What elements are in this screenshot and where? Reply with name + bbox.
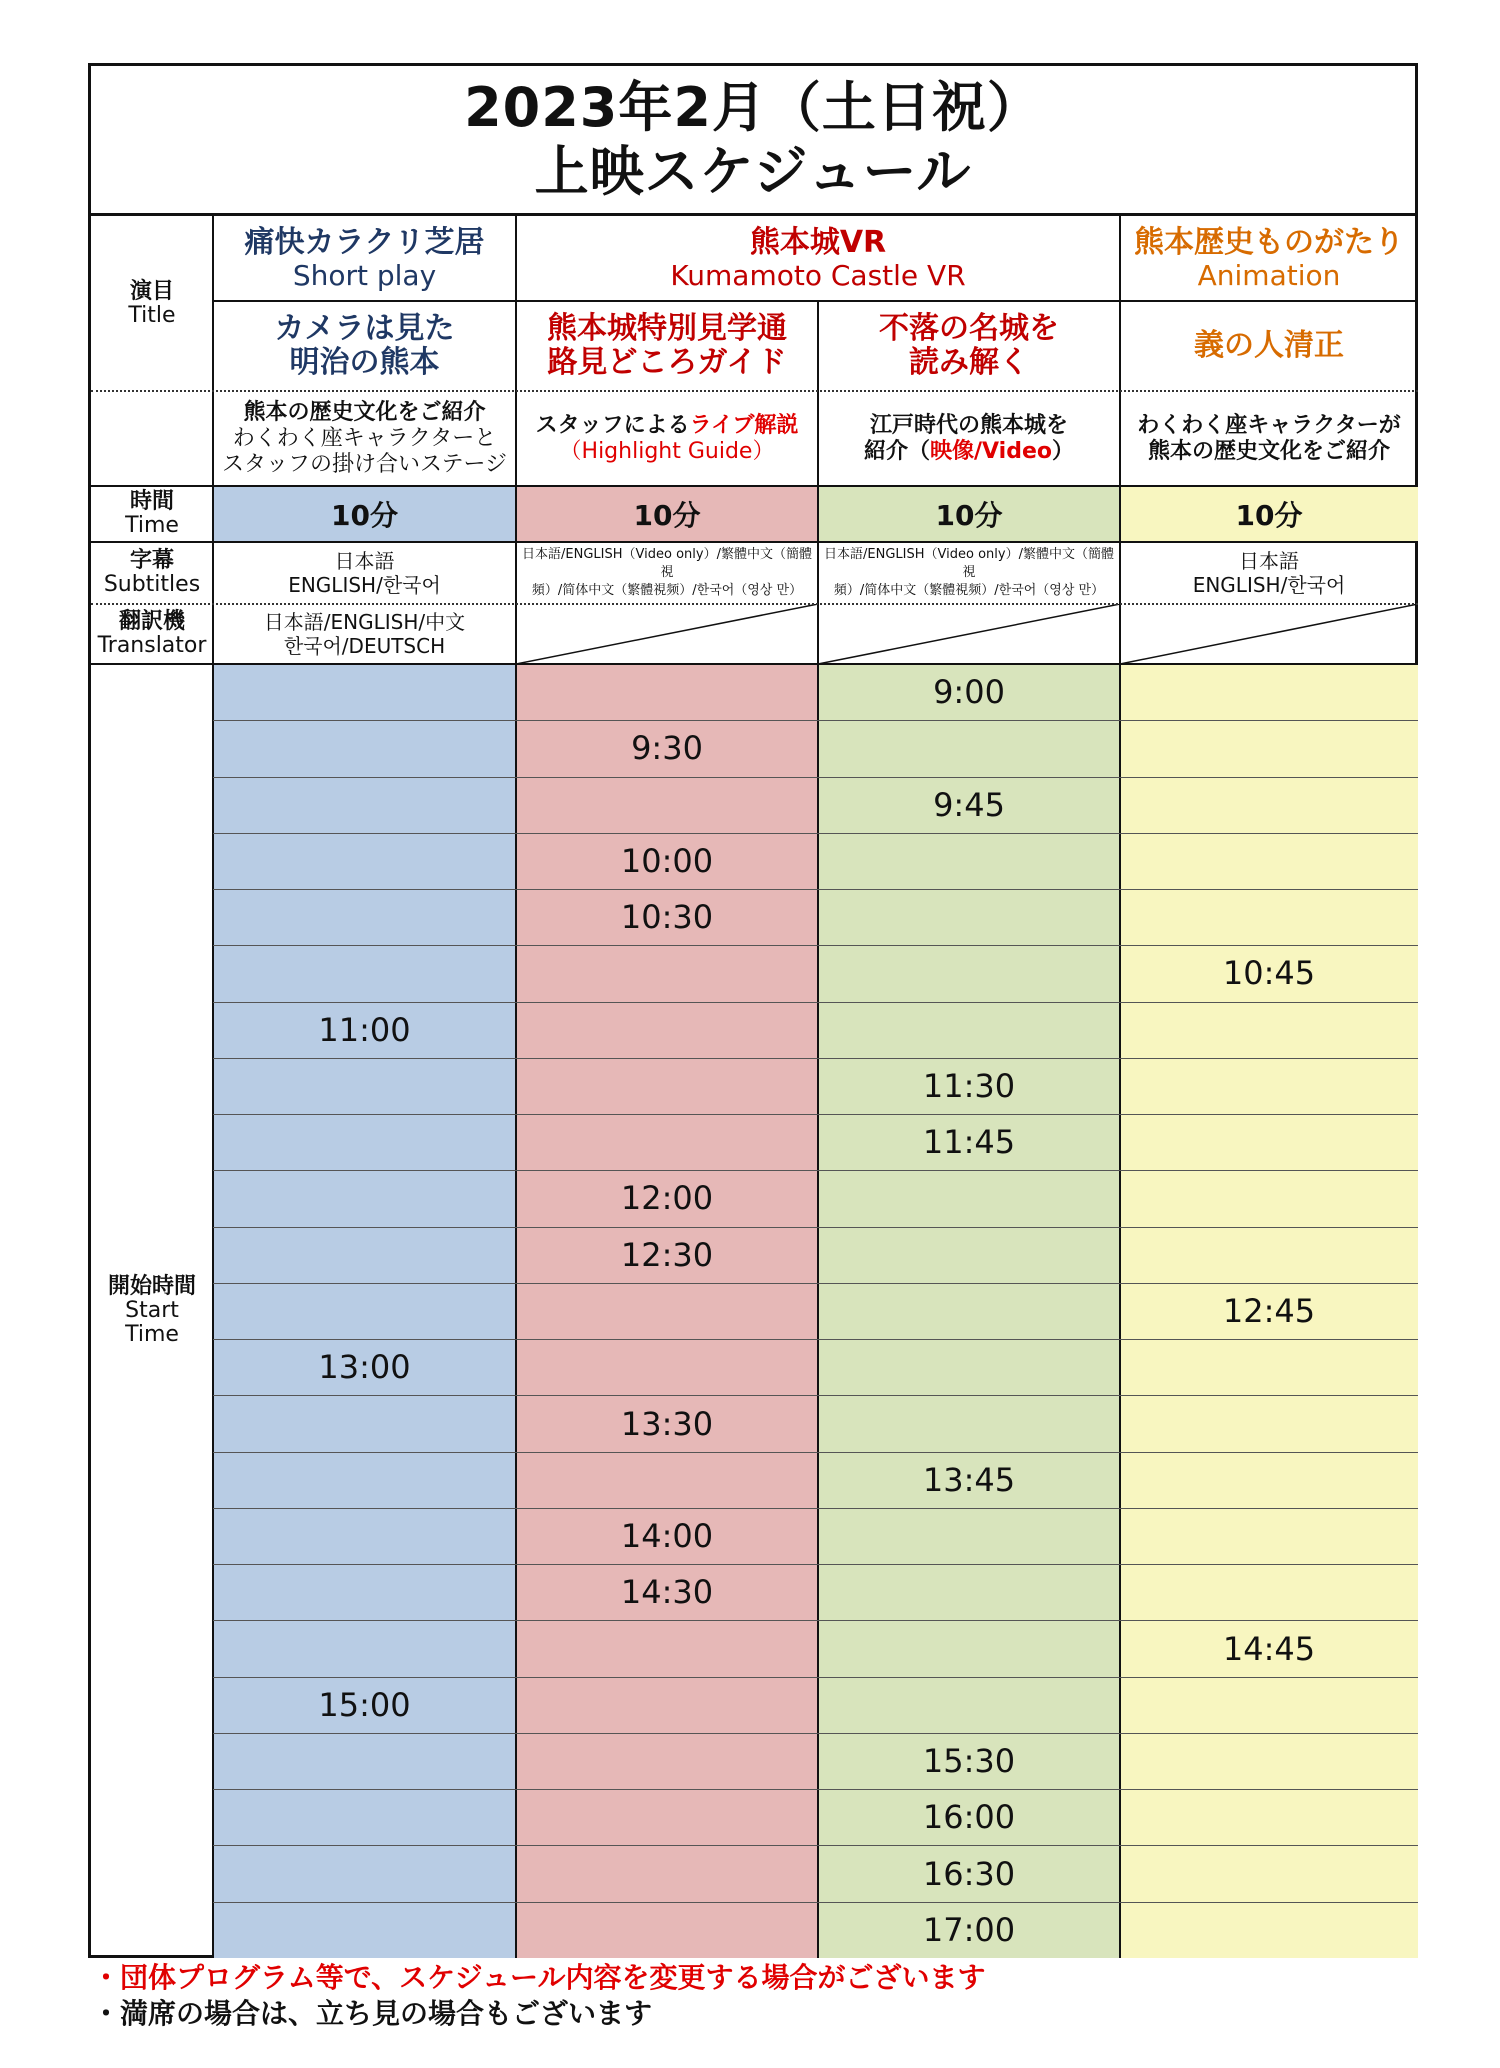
schedule-cell-col1 xyxy=(213,1452,516,1508)
diagonal-col3 xyxy=(818,604,1120,664)
schedule-cell-col1 xyxy=(213,1170,516,1226)
page-title xyxy=(91,66,1415,216)
schedule-cell-col3 xyxy=(818,1114,1120,1170)
schedule-cell-col3 xyxy=(818,1677,1120,1733)
schedule-cell-col1 xyxy=(213,1902,516,1958)
subtitle-langs-col1: 日本語 ENGLISH/한국어 xyxy=(288,549,441,597)
start-time: 14:00 xyxy=(620,1517,714,1556)
schedule-cell-col4 xyxy=(1120,889,1418,945)
start-time: 15:00 xyxy=(318,1685,411,1724)
schedule-cell-col4 xyxy=(1120,945,1418,1001)
translator-not-available-marks xyxy=(516,604,1418,664)
schedule-cell-col2 xyxy=(516,1002,818,1058)
schedule-cell-col4 xyxy=(1120,1452,1418,1508)
schedule-cell-col1 xyxy=(213,889,516,945)
label-start-time: 開始時間 Start Time xyxy=(107,1274,196,1347)
start-time: 9:00 xyxy=(933,673,1005,712)
start-time: 11:30 xyxy=(922,1066,1016,1105)
schedule-row-divider xyxy=(213,777,1418,778)
title-line2: 上映スケジュール xyxy=(534,139,972,203)
schedule-cell-col4 xyxy=(1120,833,1418,889)
schedule-cell-col3 xyxy=(818,1283,1120,1339)
schedule-sheet xyxy=(88,63,1418,1958)
schedule-cell-col1 xyxy=(213,1789,516,1845)
schedule-cell-col3 xyxy=(818,664,1120,720)
start-time: 10:30 xyxy=(620,898,714,937)
hline-subtitle xyxy=(91,390,1418,392)
duration-cell-col2: 10分 xyxy=(516,486,818,542)
hline-time xyxy=(91,541,1418,543)
description-col4: わくわく座キャラクターが 熊本の歴史文化をご紹介 xyxy=(1137,412,1401,464)
schedule-cell-col3 xyxy=(818,1733,1120,1789)
schedule-cell-col2 xyxy=(516,833,818,889)
schedule-cell-col4 xyxy=(1120,720,1418,776)
schedule-cell-col4 xyxy=(1120,1283,1418,1339)
schedule-cell-col4 xyxy=(1120,777,1418,833)
schedule-cell-col4 xyxy=(1120,1564,1418,1620)
start-time: 14:30 xyxy=(620,1573,714,1612)
schedule-cell-col4 xyxy=(1120,1733,1418,1789)
schedule-row-divider xyxy=(213,1564,1418,1565)
vline-col2 xyxy=(817,486,819,1958)
schedule-cell-col2 xyxy=(516,1227,818,1283)
start-time: 15:30 xyxy=(922,1742,1016,1781)
schedule-cell-col4 xyxy=(1120,1789,1418,1845)
start-time: 10:00 xyxy=(620,841,714,880)
subtitle-col3: 不落の名城を 読み解く xyxy=(879,311,1059,380)
schedule-cell-col2 xyxy=(516,1677,818,1733)
schedule-cell-col4 xyxy=(1120,1170,1418,1226)
start-time: 11:00 xyxy=(318,1010,411,1049)
subtitle-langs-col2: 日本語/ENGLISH（Video only）/繁體中文（簡體視 頻）/简体中文（繁體視频）/한국어（영상 만） xyxy=(522,547,812,598)
schedule-cell-col1 xyxy=(213,720,516,776)
schedule-row-divider xyxy=(213,1620,1418,1621)
schedule-cell-col4 xyxy=(1120,1508,1418,1564)
schedule-cell-col4 xyxy=(1120,1395,1418,1451)
schedule-cell-col2 xyxy=(516,1620,818,1676)
schedule-cell-col1 xyxy=(213,1058,516,1114)
subtitle-col2: 熊本城特別見学通 路見どころガイド xyxy=(547,311,787,380)
schedule-cell-col2 xyxy=(516,1058,818,1114)
schedule-cell-col1 xyxy=(213,833,516,889)
schedule-row-divider xyxy=(213,1002,1418,1003)
schedule-cell-col1 xyxy=(213,1227,516,1283)
start-time: 9:45 xyxy=(933,785,1005,824)
schedule-cell-col4 xyxy=(1120,1845,1418,1901)
schedule-row-divider xyxy=(213,1733,1418,1734)
schedule-cell-col3 xyxy=(818,1789,1120,1845)
schedule-row-divider xyxy=(213,720,1418,721)
hline-subtitles xyxy=(91,603,1418,605)
schedule-cell-col3 xyxy=(818,1395,1120,1451)
schedule-cell-col3 xyxy=(818,1227,1120,1283)
schedule-cell-col1 xyxy=(213,1114,516,1170)
duration-cell-col1: 10分 xyxy=(213,486,516,542)
schedule-cell-col4 xyxy=(1120,1620,1418,1676)
note-schedule-change: ・団体プログラム等で、スケジュール内容を変更する場合がございます xyxy=(92,1961,986,1994)
schedule-cell-col1 xyxy=(213,1845,516,1901)
start-time: 9:30 xyxy=(631,729,703,768)
program-animation: 熊本歴史ものがたり Animation xyxy=(1134,224,1404,292)
schedule-cell-col4 xyxy=(1120,1227,1418,1283)
schedule-cell-col4 xyxy=(1120,1677,1418,1733)
schedule-cell-col3 xyxy=(818,945,1120,1001)
hline-program xyxy=(213,300,1418,302)
vline-col2-top xyxy=(817,301,819,486)
schedule-cell-col1 xyxy=(213,777,516,833)
schedule-row-divider xyxy=(213,1452,1418,1453)
schedule-cell-col3 xyxy=(818,1170,1120,1226)
schedule-cell-col2 xyxy=(516,1452,818,1508)
schedule-cell-col2 xyxy=(516,1564,818,1620)
subtitle-col4: 義の人清正 xyxy=(1194,328,1344,363)
diagonal-col4 xyxy=(1120,604,1418,664)
schedule-cell-col3 xyxy=(818,1508,1120,1564)
schedule-cell-col3 xyxy=(818,720,1120,776)
start-time: 12:00 xyxy=(620,1179,714,1218)
schedule-cell-col2 xyxy=(516,1339,818,1395)
notes xyxy=(92,1960,985,2032)
schedule-row-divider xyxy=(213,1058,1418,1059)
schedule-row-divider xyxy=(213,945,1418,946)
schedule-cell-col2 xyxy=(516,720,818,776)
schedule-row-divider xyxy=(213,1395,1418,1396)
start-time: 16:30 xyxy=(922,1854,1016,1893)
schedule-cell-col2 xyxy=(516,945,818,1001)
schedule-cell-col3 xyxy=(818,1564,1120,1620)
description-col3: 江戸時代の熊本城を 紹介（映像/Video） xyxy=(863,412,1075,464)
schedule-cell-col2 xyxy=(516,1789,818,1845)
label-subtitles: 字幕 Subtitles xyxy=(103,548,201,597)
schedule-cell-col2 xyxy=(516,1114,818,1170)
duration-cell-col3: 10分 xyxy=(818,486,1120,542)
schedule-cell-col3 xyxy=(818,1902,1120,1958)
schedule-cell-col2 xyxy=(516,1395,818,1451)
start-time: 14:45 xyxy=(1222,1629,1316,1668)
schedule-cell-col1 xyxy=(213,1339,516,1395)
start-time: 17:00 xyxy=(922,1910,1016,1949)
translator-langs-col1: 日本語/ENGLISH/中文 한국어/DEUTSCH xyxy=(263,610,466,658)
label-time: 時間 Time xyxy=(125,489,179,538)
hline-translator xyxy=(91,663,1418,665)
schedule-cell-col1 xyxy=(213,1395,516,1451)
schedule-cell-col2 xyxy=(516,777,818,833)
program-vr: 熊本城VR Kumamoto Castle VR xyxy=(670,224,966,292)
schedule-row-divider xyxy=(213,889,1418,890)
schedule-cell-col1 xyxy=(213,1620,516,1676)
schedule-cell-col2 xyxy=(516,1902,818,1958)
schedule-row-divider xyxy=(213,1283,1418,1284)
schedule-cell-col3 xyxy=(818,777,1120,833)
note-standing-room: ・満席の場合は、立ち見の場合もございます xyxy=(92,1997,653,2030)
schedule-cell-col4 xyxy=(1120,1902,1418,1958)
schedule-cell-col4 xyxy=(1120,1339,1418,1395)
schedule-cell-col1 xyxy=(213,1002,516,1058)
vline-col1 xyxy=(515,216,517,1958)
vline-label xyxy=(212,216,214,1958)
start-time: 13:45 xyxy=(922,1460,1016,1499)
schedule-cell-col3 xyxy=(818,889,1120,945)
schedule-cell-col4 xyxy=(1120,1058,1418,1114)
schedule-row-divider xyxy=(213,1508,1418,1509)
schedule-cell-col2 xyxy=(516,1170,818,1226)
diagonal-col2 xyxy=(516,604,818,664)
duration-cell-col4: 10分 xyxy=(1120,486,1418,542)
schedule-cell-col3 xyxy=(818,1452,1120,1508)
schedule-row-divider xyxy=(213,1170,1418,1171)
schedule-cell-col1 xyxy=(213,1733,516,1789)
start-time: 11:45 xyxy=(922,1123,1016,1162)
subtitle-col1: カメラは見た 明治の熊本 xyxy=(274,311,455,380)
vline-col3 xyxy=(1119,216,1121,1958)
schedule-cell-col1 xyxy=(213,1508,516,1564)
schedule-cell-col2 xyxy=(516,1845,818,1901)
start-time: 12:45 xyxy=(1222,1291,1316,1330)
label-title: 演目 Title xyxy=(128,278,176,328)
schedule-cell-col1 xyxy=(213,1283,516,1339)
start-time: 10:45 xyxy=(1222,954,1316,993)
schedule-cell-col3 xyxy=(818,1845,1120,1901)
schedule-row-divider xyxy=(213,833,1418,834)
schedule-cell-col3 xyxy=(818,1002,1120,1058)
subtitle-langs-col3: 日本語/ENGLISH（Video only）/繁體中文（簡體視 頻）/简体中文（繁體視频）/한국어（영상 만） xyxy=(824,547,1114,598)
start-time: 13:30 xyxy=(620,1404,714,1443)
schedule-cell-col2 xyxy=(516,889,818,945)
hline-desc xyxy=(91,485,1418,487)
schedule-cell-col1 xyxy=(213,945,516,1001)
schedule-cell-col1 xyxy=(213,664,516,720)
schedule-cell-col3 xyxy=(818,1058,1120,1114)
start-time: 16:00 xyxy=(922,1798,1016,1837)
schedule-row-divider xyxy=(213,1677,1418,1678)
schedule-cell-col1 xyxy=(213,1677,516,1733)
schedule-row-divider xyxy=(213,1339,1418,1340)
schedule-row-divider xyxy=(213,1902,1418,1903)
start-time: 13:00 xyxy=(318,1348,411,1387)
schedule-cell-col2 xyxy=(516,1508,818,1564)
schedule-cell-col3 xyxy=(818,1620,1120,1676)
schedule-row-divider xyxy=(213,1114,1418,1115)
schedule-cell-col4 xyxy=(1120,1002,1418,1058)
program-short-play: 痛快カラクリ芝居 Short play xyxy=(244,224,485,292)
schedule-cell-col3 xyxy=(818,833,1120,889)
start-time: 12:30 xyxy=(620,1235,714,1274)
schedule-cell-col2 xyxy=(516,1283,818,1339)
schedule-cell-col2 xyxy=(516,664,818,720)
schedule-cell-col4 xyxy=(1120,664,1418,720)
subtitle-langs-col4: 日本語 ENGLISH/한국어 xyxy=(1192,549,1346,597)
description-col2: スタッフによるライブ解説 （Highlight Guide） xyxy=(535,412,799,464)
label-translator: 翻訳機 Translator xyxy=(97,609,207,658)
schedule-cell-col3 xyxy=(818,1339,1120,1395)
schedule-cell-col1 xyxy=(213,1564,516,1620)
schedule-cell-col2 xyxy=(516,1733,818,1789)
schedule-row-divider xyxy=(213,1789,1418,1790)
schedule-row-divider xyxy=(213,1227,1418,1228)
schedule-row-divider xyxy=(213,1845,1418,1846)
title-line1: 2023年2月（土日祝） xyxy=(464,75,1042,139)
schedule-cell-col4 xyxy=(1120,1114,1418,1170)
description-col1: 熊本の歴史文化をご紹介 わくわく座キャラクターと スタッフの掛け合いステージ xyxy=(221,399,508,477)
